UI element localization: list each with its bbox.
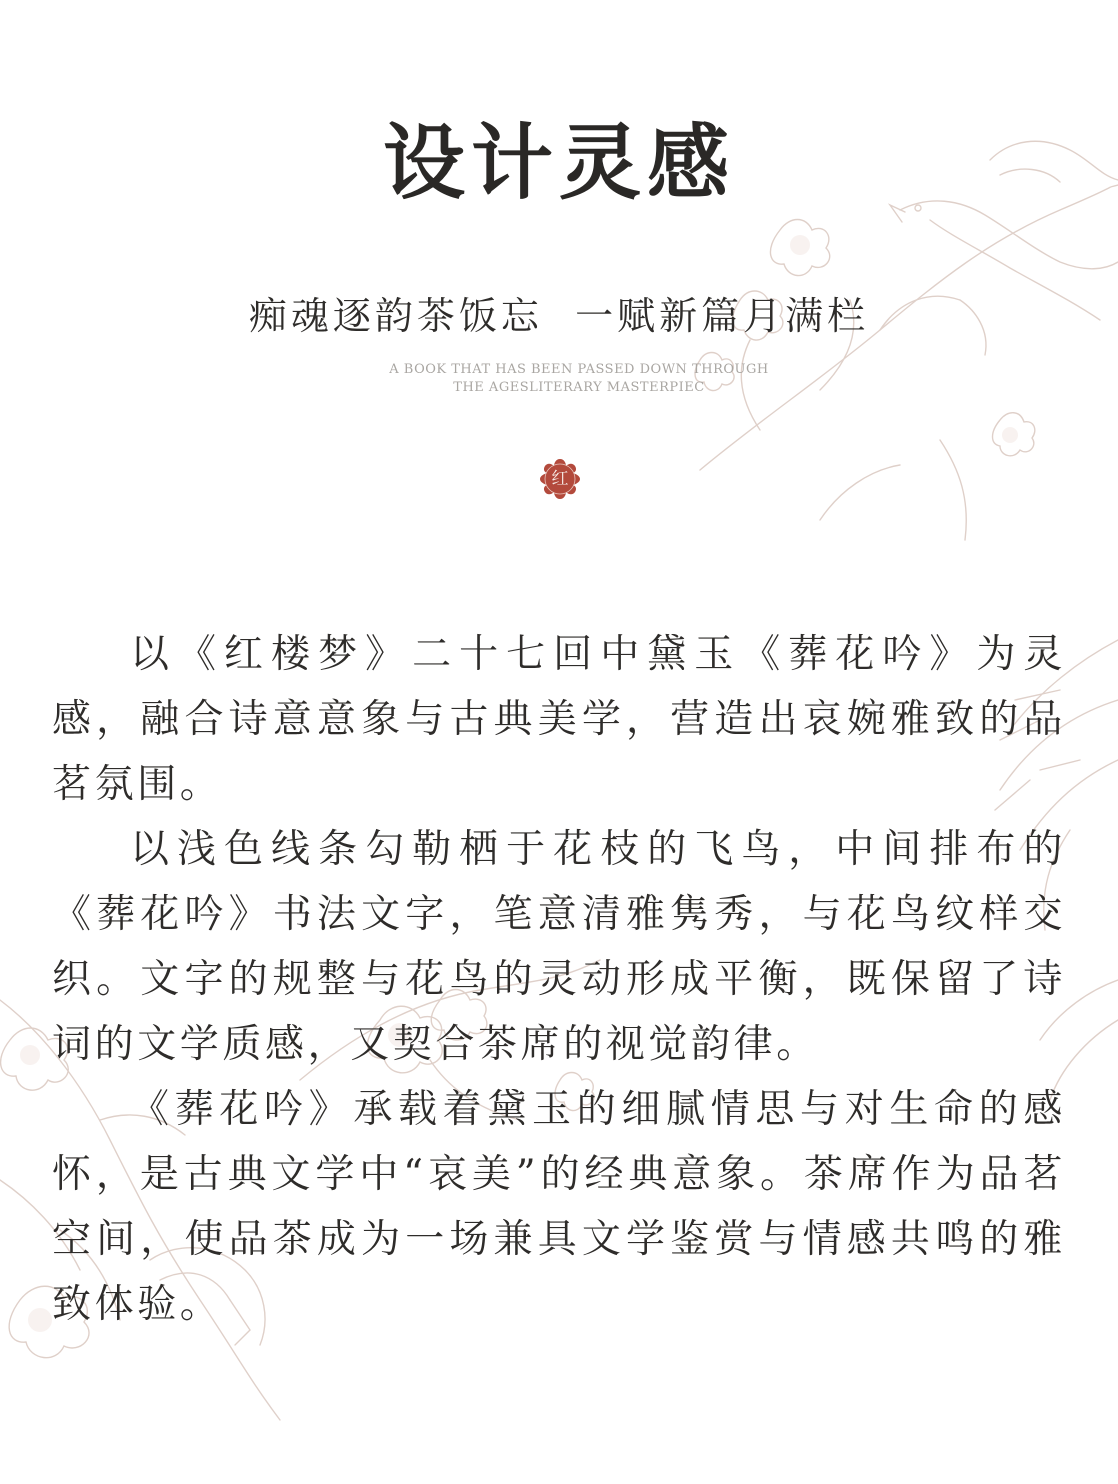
poem-subtitle: 痴魂逐韵茶饭忘 一赋新篇月满栏 — [248, 294, 870, 338]
paragraph: 《葬花吟》承载着黛玉的细腻情思与对生命的感怀，是古典文学中“哀美”的经典意象。茶席作为品茗空间，使品茶成为一场兼具文学鉴赏与情感共鸣的雅致体验。 — [52, 1087, 1066, 1327]
english-caption — [0, 361, 1118, 397]
seal-character: 红 — [551, 469, 569, 489]
description-body — [52, 622, 1066, 1337]
paragraph: 以浅色线条勾勒栖于花枝的飞鸟，中间排布的《葬花吟》书法文字，笔意清雅隽秀，与花鸟纹样交织。文字的规整与花鸟的灵动形成平衡，既保留了诗词的文学质感，又契合茶席的视觉韵律。 — [52, 827, 1066, 1067]
page-title: 设计灵感 — [382, 115, 735, 211]
english-caption-line-2: THE AGESLITERARY MASTERPIEC — [453, 380, 705, 395]
english-caption-line-1: A BOOK THAT HAS BEEN PASSED DOWN THROUGH — [389, 362, 769, 377]
paragraph: 以《红楼梦》二十七回中黛玉《葬花吟》为灵感，融合诗意意象与古典美学，营造出哀婉雅致的品茗氛围。 — [52, 632, 1066, 807]
